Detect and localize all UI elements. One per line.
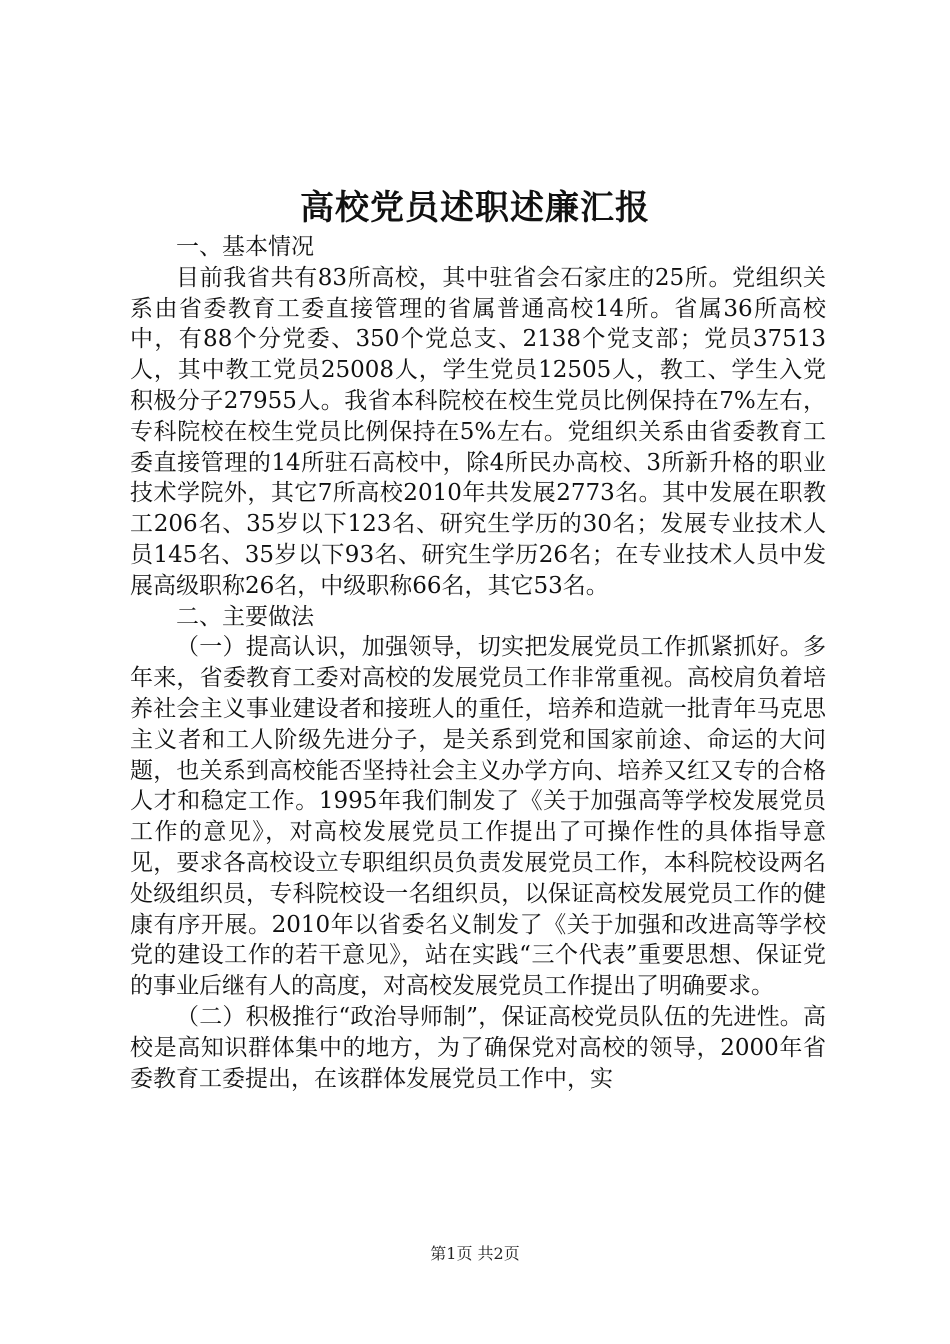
- paragraph-practice-two: （二）积极推行“政治导师制”，保证高校党员队伍的先进性。高校是高知识群体集中的地方，为了确保党对高校的领导，2000年省委教育工委提出，在该群体发展党员工作中，实: [130, 1003, 826, 1092]
- page-footer: 第1页 共2页: [430, 1244, 520, 1263]
- document-title: 高校党员述职述廉汇报: [300, 188, 650, 228]
- paragraph-practice-one: （一）提高认识，加强领导，切实把发展党员工作抓紧抓好。多年来，省委教育工委对高校的发展党员工作非常重视。高校肩负着培养社会主义事业建设者和接班人的重任，培养和造就一批青年马克思主义者和工人阶级先进分子，是关系到党和国家前途、命运的大问题，也关系到高校能否坚持社会主义办学方向、培养又红又专的合格人才和稳定工作。1995年我们制发了《关于加强高等学校发展党员工作的意见》，对高校发展党员工作提出了可操作性的具体指导意见，要求各高校设立专职组织员负责发展党员工作，本科院校设两名处级组织员，专科院校设一名组织员，以保证高校发展党员工作的健康有序开展。2010年以省委名义制发了《关于加强和改进高等学校党的建设工作的若干意见》，站在实践“三个代表”重要思想、保证党的事业后继有人的高度，对高校发展党员工作提出了明确要求。: [130, 634, 826, 1000]
- document-body: [130, 232, 826, 1094]
- paragraph-basic-situation: 目前我省共有83所高校，其中驻省会石家庄的25所。党组织关系由省委教育工委直接管理的省属普通高校14所。省属36所高校中，有88个分党委、350个党总支、2138个党支部；党员37513人，其中教工党员25008人，学生党员12505人，教工、学生入党积极分子27955人。我省本科院校在校生党员比例保持在7%左右，专科院校在校生党员比例保持在5%左右。党组织关系由省委教育工委直接管理的14所驻石高校中，除4所民办高校、3所新升格的职业技术学院外，其它7所高校2010年共发展2773名。其中发展在职教工206名、35岁以下123名、研究生学历的30名；发展专业技术人员145名、35岁以下93名、研究生学历26名；在专业技术人员中发展高级职称26名，中级职称66名，其它53名。: [130, 264, 826, 599]
- section-heading-basic-situation: 一、基本情况: [176, 234, 314, 260]
- section-heading-main-practices: 二、主要做法: [176, 603, 314, 630]
